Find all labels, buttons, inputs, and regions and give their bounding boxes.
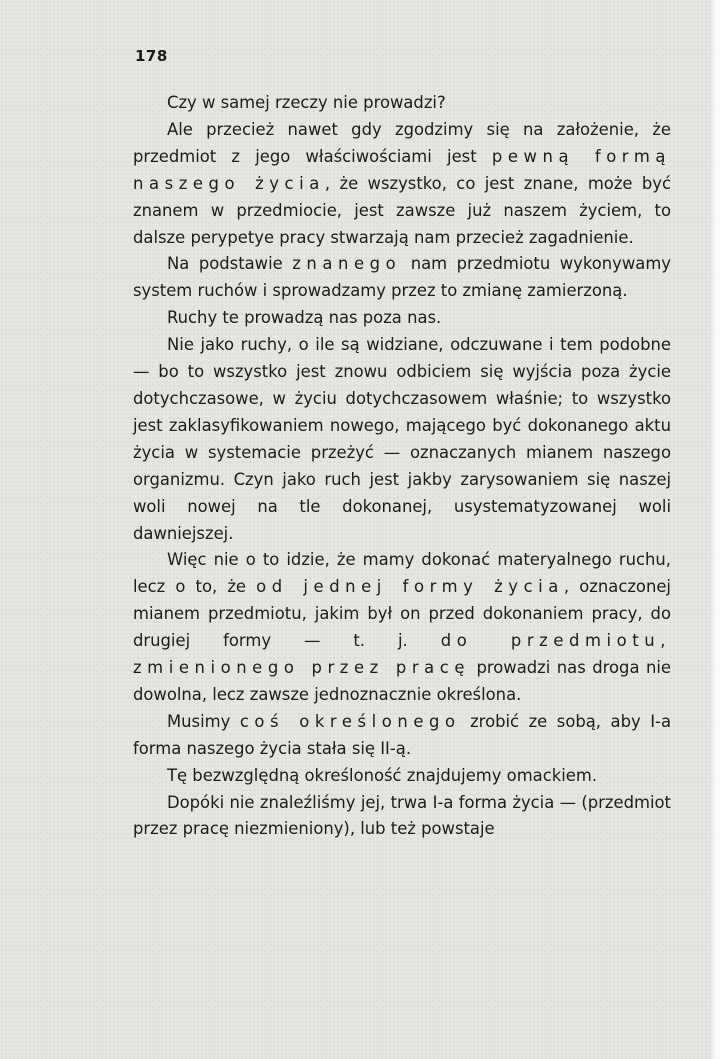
spaced-emphasis: coś określonego	[239, 711, 461, 731]
paragraph	[133, 790, 671, 844]
text-run: Musimy	[167, 711, 240, 731]
paragraph	[133, 547, 671, 708]
text-run: Na podstawie	[167, 254, 293, 274]
paragraph	[133, 709, 671, 763]
text-run: prowadzi nas droga nie dowolna, lecz zawsze jednoznacznie określona.	[133, 658, 672, 704]
text-run: Ale przecież nawet gdy zgodzimy się na założenie, że przedmiot z jego właściwościami jest	[133, 119, 671, 166]
paragraph	[133, 332, 671, 547]
page-edge	[710, 0, 720, 1059]
text-run: Nie jako ruchy, o ile są widziane, odczuwane i tem podobne — bo to wszystko jest znowu odbiciem się wyjścia poza życie dotychczasowe, w życiu dotychczasowem właśnie; to wszystko jest zaklasyfikowaniem nowego, mającego być dokonanego aktu życia w systemacie przeżyć — oznaczanych mianem naszego organizmu. Czyn jako ruch jest jakby zarysowaniem się naszej woli nowej na tle dokonanej, usystematyzowanej woli dawniejszej.	[133, 335, 671, 543]
text-run: , że wszystko, co jest znane, może być znanem w przedmiocie, jest zawsze już naszem życiem, to dalsze perypetye pracy stwarzają nam przecież zagadnienie.	[133, 173, 672, 247]
text-run: Dopóki nie znaleźliśmy jej, trwa I-a forma życia — (przedmiot przez pracę niezmieniony), lub też powstaje	[133, 792, 671, 839]
paragraph	[133, 305, 671, 332]
text-run: Tę bezwzględną określoność znajdujemy omackiem.	[167, 765, 598, 785]
spaced-emphasis: znanego	[292, 254, 402, 274]
page-number: 178	[135, 47, 168, 65]
text-run: Więc nie o to idzie, że mamy dokonać materyalnego ruchu, lecz o to, że	[133, 550, 671, 597]
text-run: Ruchy te prowadzą nas poza nas.	[167, 308, 442, 328]
text-run: zrobić ze sobą, aby I-a forma naszego życia stała się II-ą.	[133, 711, 671, 758]
paragraph	[133, 251, 671, 305]
spaced-emphasis: pewną formą naszego życia	[133, 146, 671, 193]
spaced-emphasis: do przedmiotu, zmienionego przez pracę	[133, 631, 671, 678]
paragraph	[133, 90, 671, 117]
text-run: nam przedmiotu wykonywamy system ruchów i sprowadzamy przez to zmianę zamierzoną.	[133, 254, 671, 301]
body-text	[133, 90, 671, 843]
paragraph	[133, 763, 671, 790]
text-run: , oznaczonej mianem przedmiotu, jakim był on przed dokonaniem pracy, do drugiej formy — t. j.	[133, 577, 671, 651]
spaced-emphasis: od jednej formy życia	[256, 577, 564, 597]
text-run: Czy w samej rzeczy nie prowadzi?	[167, 93, 446, 112]
paragraph	[133, 117, 671, 252]
